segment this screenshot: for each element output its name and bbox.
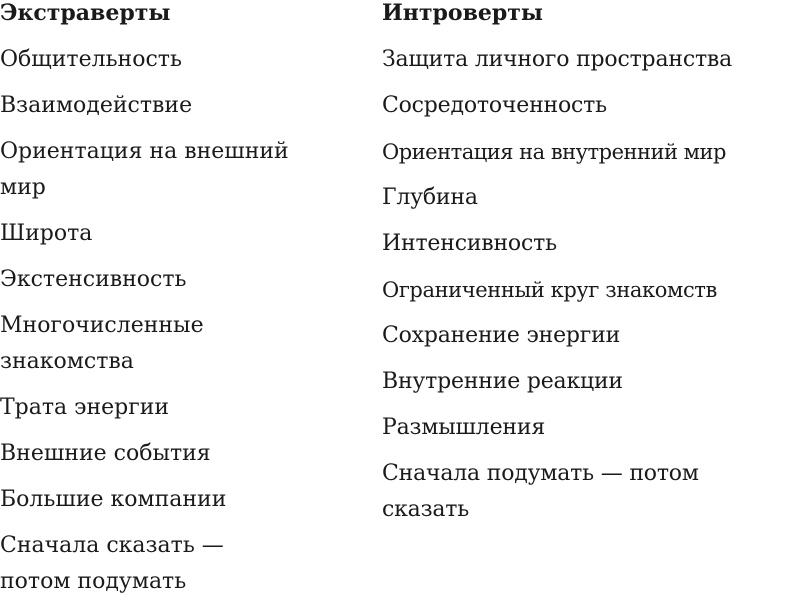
extraverts-item: Экстенсивность [0,267,187,292]
introverts-list [382,42,790,528]
extraverts-list [0,42,360,600]
extraverts-item: Большие компании [0,487,227,512]
extraverts-item: Общительность [0,47,182,72]
extraverts-item: Внешние события [0,441,211,466]
extraverts-item: Сначала сказать — потом подумать [0,533,224,594]
extraverts-heading: Экстраверты [0,0,171,26]
extraverts-column [0,0,360,600]
extraverts-item: Взаимодействие [0,93,193,118]
extraverts-item: Многочисленные знакомства [0,313,204,374]
introverts-item: Ограниченный круг знакомств [382,278,717,302]
introverts-item: Ориентация на внутренний мир [382,140,726,164]
introverts-item: Глубина [382,185,478,210]
introverts-heading: Интроверты [382,0,543,26]
introverts-item: Интенсивность [382,231,557,256]
introverts-item: Сохранение энергии [382,323,621,348]
introverts-item: Сначала подумать — потом сказать [382,461,699,522]
extraverts-item: Ориентация на внешний мир [0,139,289,200]
introverts-column [382,0,790,528]
introverts-item: Внутренние реакции [382,369,623,394]
introverts-item: Размышления [382,415,545,440]
introverts-item: Сосредоточенность [382,93,607,118]
extraverts-item: Широта [0,221,93,246]
extraverts-item: Трата энергии [0,395,170,420]
introverts-item: Защита личного пространства [382,47,733,72]
